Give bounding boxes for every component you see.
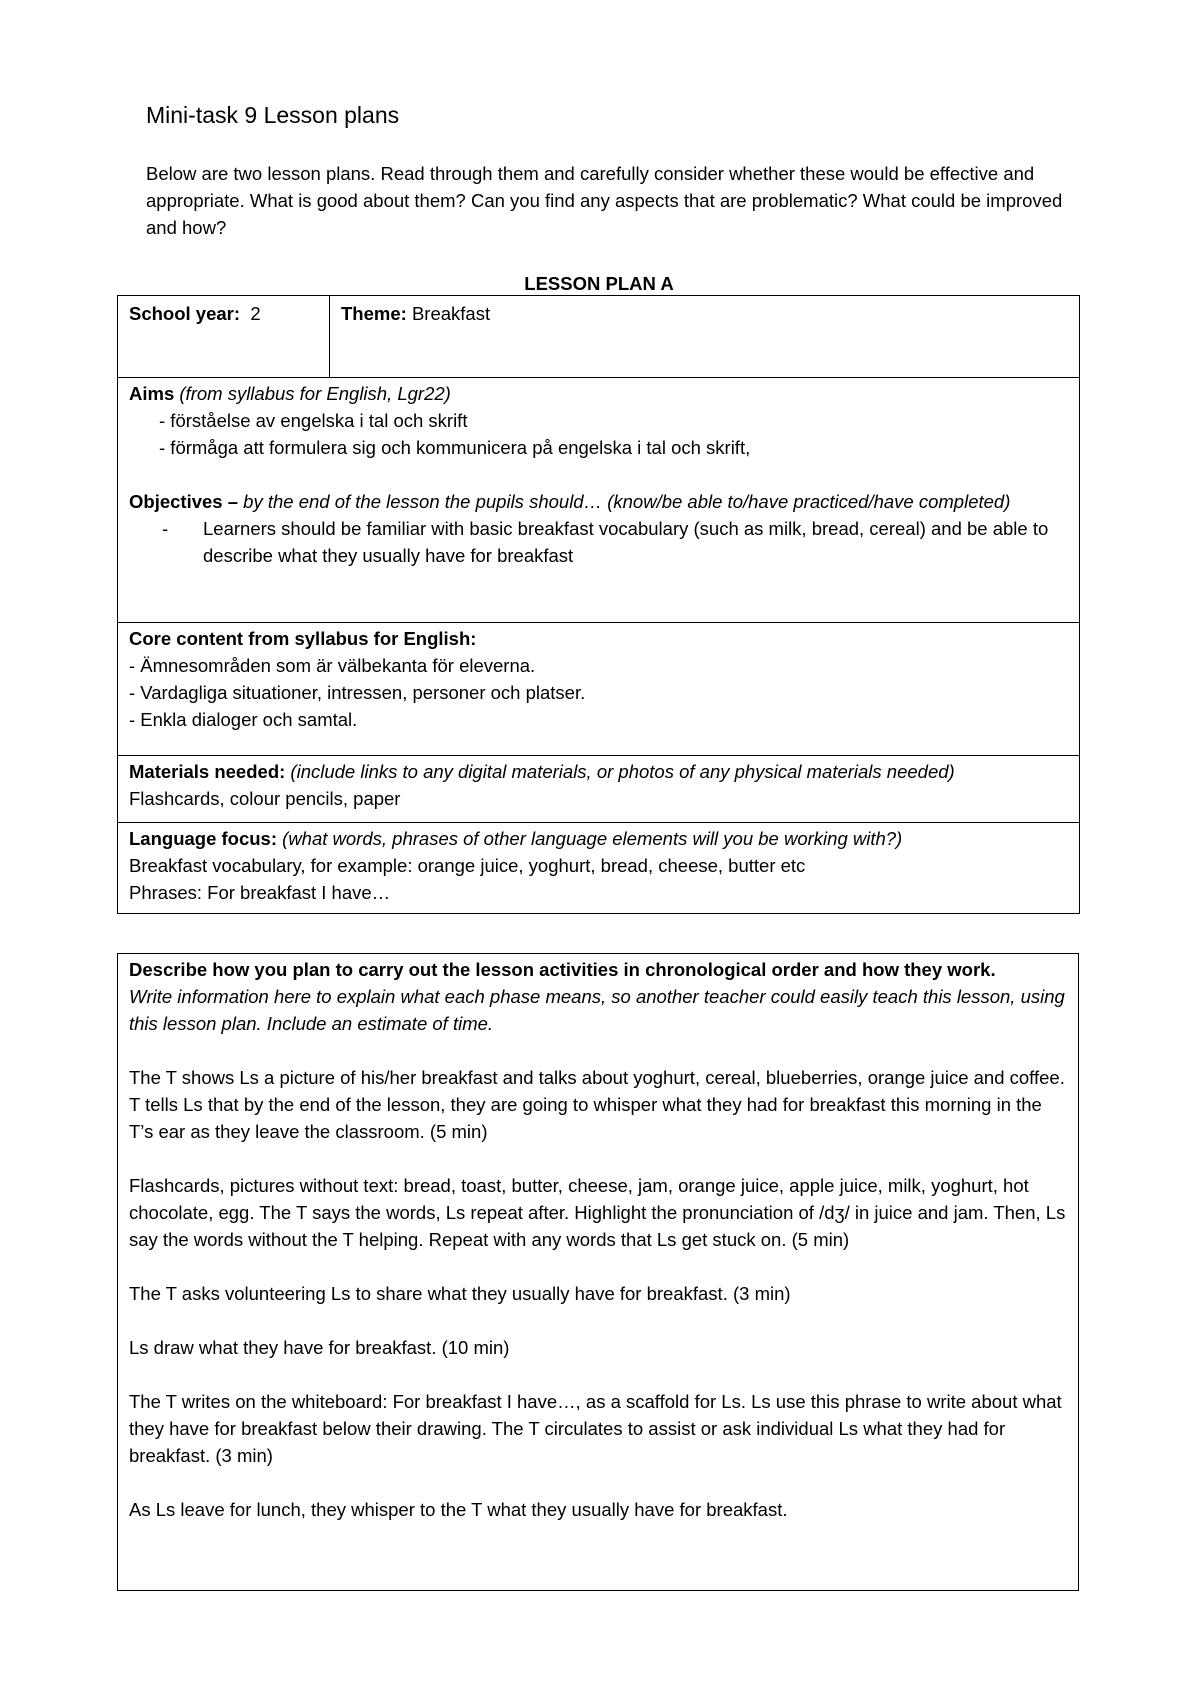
core-content-item: - Vardagliga situationer, intressen, personer och platser. (129, 682, 586, 703)
language-focus-note: (what words, phrases of other language elements will you be working with?) (282, 828, 903, 849)
lesson-plan-heading: LESSON PLAN A (524, 273, 674, 294)
materials-value: Flashcards, colour pencils, paper (129, 788, 401, 809)
activity-step: As Ls leave for lunch, they whisper to the T what they usually have for breakfast. (129, 1499, 788, 1520)
meta-row (118, 296, 1080, 378)
language-focus-cell (118, 823, 1080, 914)
school-year-label: School year: (129, 303, 241, 324)
aims-objectives-cell (118, 378, 1080, 623)
aims-item: - förmåga att formulera sig och kommunicera på engelska i tal och skrift, (159, 437, 751, 458)
core-content-item: - Enkla dialoger och samtal. (129, 709, 358, 730)
objectives-list (129, 515, 1068, 569)
core-content-cell (118, 623, 1080, 756)
activity-step: Ls draw what they have for breakfast. (10 min) (129, 1337, 510, 1358)
activities-heading: Describe how you plan to carry out the lesson activities in chronological order and how they work. (129, 959, 996, 980)
school-year-value: 2 (250, 303, 261, 324)
objectives-item: Learners should be familiar with basic breakfast vocabulary (such as milk, bread, cereal) and be able to describe what they usually have for breakfast (203, 518, 1049, 566)
core-content-item: - Ämnesområden som är välbekanta för eleverna. (129, 655, 536, 676)
aims-item: - förståelse av engelska i tal och skrift (159, 410, 468, 431)
language-focus-line: Breakfast vocabulary, for example: orange juice, yoghurt, bread, cheese, butter etc (129, 855, 806, 876)
activity-step: Flashcards, pictures without text: bread, toast, butter, cheese, jam, orange juice, apple juice, milk, yoghurt, hot chocolate, egg. The T says the words, Ls repeat after. Highlight the pronunciation of /dʒ/ in juice and jam. Then, Ls say the words without the T helping. Repeat with any words that Ls get stuck on. (5 min) (129, 1175, 1066, 1250)
materials-label: Materials needed: (129, 761, 286, 782)
aims-row (118, 378, 1080, 623)
materials-cell (118, 756, 1080, 823)
language-focus-label: Language focus: (129, 828, 278, 849)
objectives-label: Objectives – (129, 491, 239, 512)
activities-box (117, 953, 1079, 1591)
materials-row (118, 756, 1080, 823)
activity-step: The T writes on the whiteboard: For breakfast I have…, as a scaffold for Ls. Ls use this phrase to write about what they have for breakfast below their drawing. The T circulates to assist or ask individual Ls what they had for breakfast. (3 min) (129, 1391, 1062, 1466)
activity-step: The T asks volunteering Ls to share what they usually have for breakfast. (3 min) (129, 1283, 791, 1304)
activities-instruction: Write information here to explain what each phase means, so another teacher could easily teach this lesson, using this lesson plan. Include an estimate of time. (129, 986, 1065, 1034)
page-title: Mini-task 9 Lesson plans (146, 102, 400, 128)
objectives-note: by the end of the lesson the pupils should… (know/be able to/have practiced/have completed) (243, 491, 1011, 512)
theme-cell (330, 296, 1080, 378)
lesson-plan-table (117, 295, 1080, 914)
intro-paragraph: Below are two lesson plans. Read through them and carefully consider whether these would be effective and appropriate. What is good about them? Can you find any aspects that are problematic? What could be improved and how? (146, 163, 1063, 238)
core-content-row (118, 623, 1080, 756)
materials-note: (include links to any digital materials, or photos of any physical materials needed) (290, 761, 955, 782)
aims-note: (from syllabus for English, Lgr22) (179, 383, 451, 404)
core-content-label: Core content from syllabus for English: (129, 628, 477, 649)
objectives-dash: - (162, 518, 169, 539)
language-focus-row (118, 823, 1080, 914)
theme-label: Theme: (341, 303, 407, 324)
language-focus-line: Phrases: For breakfast I have… (129, 882, 391, 903)
theme-value: Breakfast (411, 303, 491, 324)
school-year-cell (118, 296, 330, 378)
activity-step: The T shows Ls a picture of his/her breakfast and talks about yoghurt, cereal, blueberries, orange juice and coffee. T tells Ls that by the end of the lesson, they are going to whisper what they had for breakfast this morning in the T’s ear as they leave the classroom. (5 min) (129, 1067, 1065, 1142)
aims-label: Aims (129, 383, 175, 404)
